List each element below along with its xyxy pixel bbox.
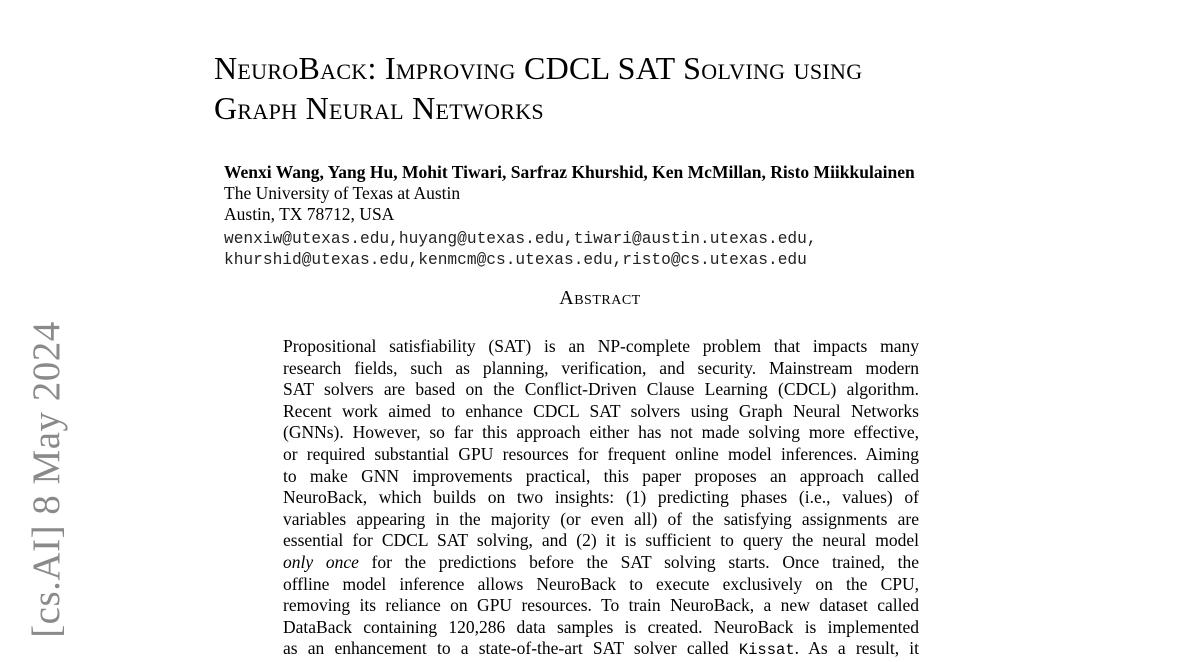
author-list: Wenxi Wang, Yang Hu, Mohit Tiwari, Sarfraz Khurshid, Ken McMillan, Risto Miikkulainen (224, 162, 915, 182)
abstract-line: DataBack containing 120,286 data samples is created. NeuroBack is implemented (283, 616, 919, 637)
arxiv-stamp (21, 320, 71, 638)
paper-title (214, 48, 1114, 128)
abstract-line: essential for CDCL SAT solving, and (2) it is sufficient to query the neural model (283, 530, 919, 551)
abstract-heading: Abstract (559, 287, 641, 309)
affiliation-address: Austin, TX 78712, USA (224, 204, 395, 224)
abstract-line: to make GNN improvements practical, this paper proposes an approach called (283, 465, 919, 486)
emphasis-text: only once (283, 551, 359, 572)
abstract-body (283, 336, 919, 662)
abstract-text: . As a result, it (794, 638, 919, 659)
abstract-line: research fields, such as planning, verification, and security. Mainstream modern (283, 357, 919, 378)
abstract-line: Recent work aimed to enhance CDCL SAT solvers using Graph Neural Networks (283, 400, 919, 421)
abstract-text: for the predictions before the SAT solving starts. Once trained, the (358, 551, 919, 572)
abstract-line: removing its reliance on GPU resources. To train NeuroBack, a new dataset called (283, 595, 919, 616)
abstract-line: (GNNs). However, so far this approach either has not made solving more effective, (283, 422, 919, 443)
arxiv-stamp-text: [cs.AI] 8 May 2024 (24, 320, 68, 638)
abstract-line: Propositional satisfiability (SAT) is an NP-complete problem that impacts many (283, 336, 919, 356)
abstract-line: NeuroBack, which builds on two insights: (1) predicting phases (i.e., values) of (283, 487, 919, 508)
abstract-line: variables appearing in the majority (or even all) of the satisfying assignments are (283, 508, 919, 529)
email-line-2: khurshid@utexas.edu,kenmcm@cs.utexas.edu,risto@cs.utexas.edu (224, 251, 807, 269)
abstract-line: or required substantial GPU resources for frequent online model inferences. Aiming (283, 443, 919, 464)
abstract-line: SAT solvers are based on the Conflict-Driven Clause Learning (CDCL) algorithm. (283, 379, 919, 400)
author-emails (224, 229, 817, 271)
affiliation-institution: The University of Texas at Austin (224, 183, 461, 203)
email-line-1: wenxiw@utexas.edu,huyang@utexas.edu,tiwari@austin.utexas.edu, (224, 230, 817, 248)
solver-name-code: Kissat (738, 641, 795, 660)
title-line-1: NeuroBack: Improving CDCL SAT Solving using (214, 50, 863, 86)
abstract-line: offline model inference allows NeuroBack to execute exclusively on the CPU, (283, 573, 919, 594)
abstract-text: as an enhancement to a state-of-the-art SAT solver called (283, 638, 739, 659)
abstract-line-emphasis (283, 552, 919, 574)
title-line-2: Graph Neural Networks (214, 90, 544, 126)
abstract-line-last (283, 638, 919, 662)
